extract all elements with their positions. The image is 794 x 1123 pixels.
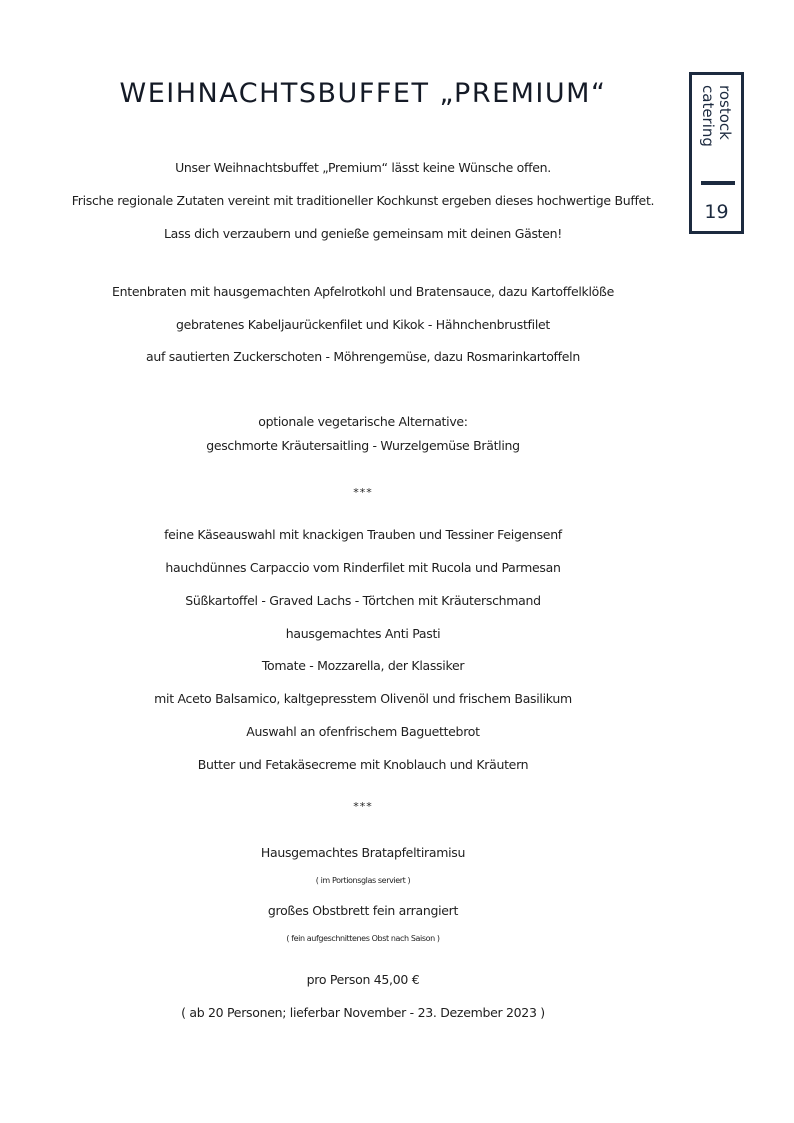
main-course-line: Entenbraten mit hausgemachten Apfelrotkohl und Bratensauce, dazu Kartoffelklöße — [112, 284, 614, 299]
intro-line: Lass dich verzaubern und genieße gemeinsam mit deinen Gästen! — [163, 226, 563, 241]
brand-divider — [701, 181, 735, 185]
starter-line: mit Aceto Balsamico, kaltgepresstem Olivenöl und frischem Basilikum — [154, 691, 572, 706]
brand-badge — [689, 72, 744, 234]
starter-line: Auswahl an ofenfrischem Baguettebrot — [246, 724, 480, 739]
vegetarian-heading: optionale vegetarische Alternative: — [258, 414, 468, 429]
price: pro Person 45,00 € — [306, 972, 420, 987]
dessert-item: großes Obstbrett fein arrangiert — [267, 903, 459, 918]
starter-line: hausgemachtes Anti Pasti — [285, 626, 441, 641]
intro-line: Frische regionale Zutaten vereint mit traditioneller Kochkunst ergeben dieses hochwertige Buffet. — [71, 193, 655, 208]
dessert-note: ( fein aufgeschnittenes Obst nach Saison ) — [286, 934, 440, 943]
brand-name-line2: catering — [699, 85, 717, 147]
page-number: 19 — [704, 201, 729, 223]
dessert-item: Hausgemachtes Bratapfeltiramisu — [260, 845, 466, 860]
vegetarian-line: geschmorte Kräutersaitling - Wurzelgemüse Brätling — [206, 438, 520, 453]
intro-line: Unser Weihnachtsbuffet „Premium“ lässt keine Wünsche offen. — [175, 160, 551, 175]
separator: *** — [353, 486, 373, 499]
brand-logo — [701, 85, 735, 173]
starter-line: Butter und Fetakäsecreme mit Knoblauch und Kräutern — [197, 757, 529, 772]
page-title: WEIHNACHTSBUFFET „PREMIUM“ — [119, 78, 607, 109]
separator: *** — [353, 800, 373, 813]
brand-name-line1: rostock — [716, 85, 734, 140]
dessert-note: ( im Portionsglas serviert ) — [315, 876, 411, 885]
starter-line: Tomate - Mozzarella, der Klassiker — [261, 658, 465, 673]
starter-line: Süßkartoffel - Graved Lachs - Törtchen mit Kräuterschmand — [185, 593, 541, 608]
main-course-line: gebratenes Kabeljaurückenfilet und Kikok - Hähnchenbrustfilet — [175, 317, 550, 332]
main-course-line: auf sautierten Zuckerschoten - Möhrengemüse, dazu Rosmarinkartoffeln — [146, 349, 580, 364]
starter-line: hauchdünnes Carpaccio vom Rinderfilet mit Rucola und Parmesan — [165, 560, 561, 575]
availability-note: ( ab 20 Personen; lieferbar November - 23. Dezember 2023 ) — [181, 1005, 545, 1020]
starter-line: feine Käseauswahl mit knackigen Trauben und Tessiner Feigensenf — [164, 527, 562, 542]
